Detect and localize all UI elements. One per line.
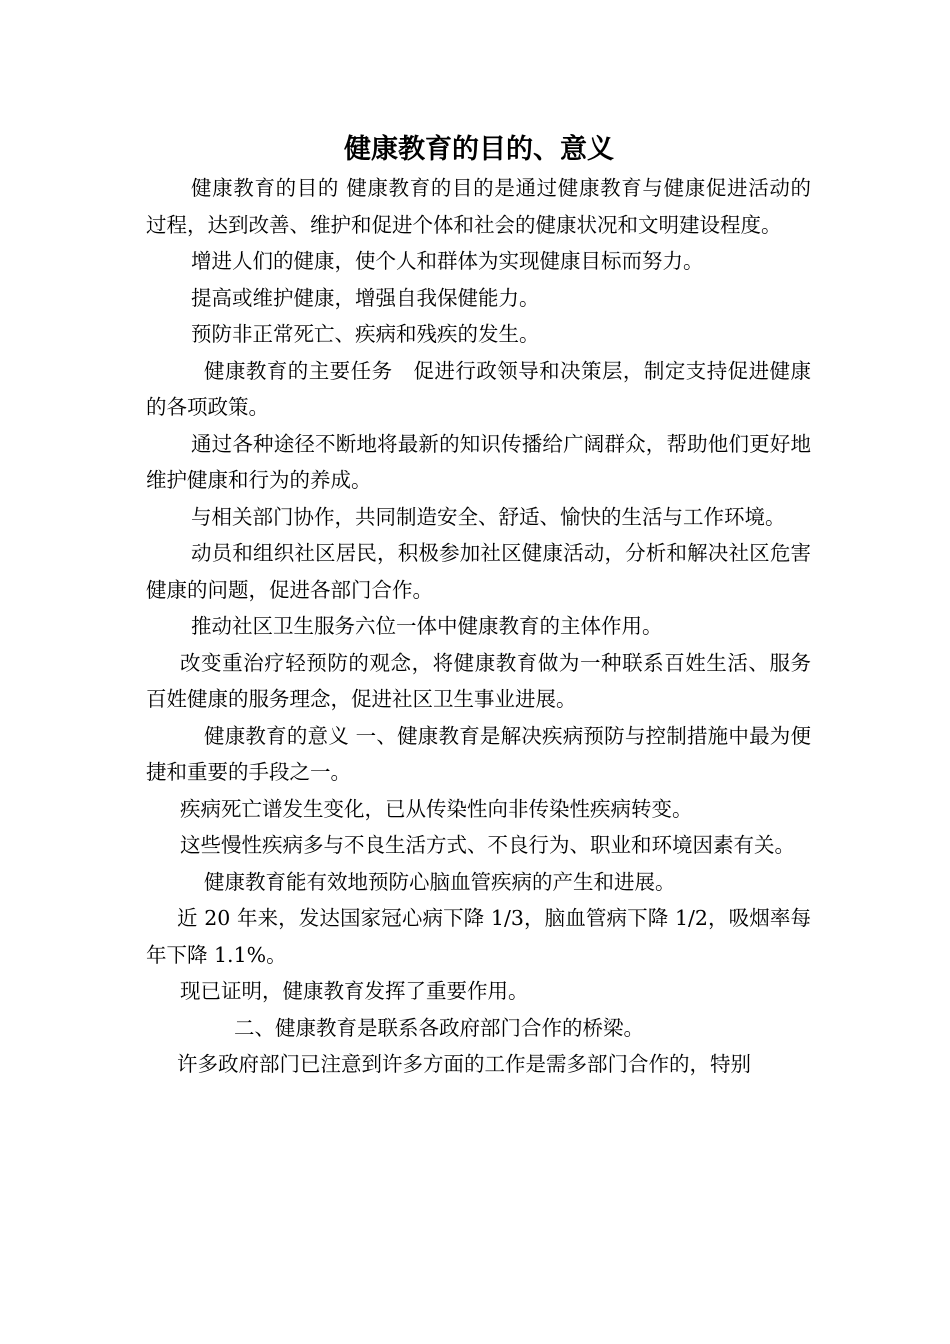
paragraph-statistics: 近 20 年来，发达国家冠心病下降 1/3，脑血管病下降 1/2，吸烟率每年下降 1.1%。 [146,906,811,967]
paragraph-cardiovascular: 健康教育能有效地预防心脑血管疾病的产生和进展。 [204,869,676,894]
document-body [146,170,811,1083]
paragraph-proven: 现已证明，健康教育发挥了重要作用。 [180,979,529,1003]
paragraph-six-in-one: 推动社区卫生服务六位一体中健康教育的主体作用。 [191,614,663,638]
paragraph-purpose: 健康教育的目的 健康教育的目的是通过健康教育与健康促进活动的过程，达到改善、维护和促进个体和社会的健康状况和文明建设程度。 [146,176,811,237]
paragraph-improve-health: 增进人们的健康，使个人和群体为实现健康目标而努力。 [191,249,704,273]
paragraph-community: 动员和组织社区居民，积极参加社区健康活动，分析和解决社区危害健康的问题，促进各部门合作。 [146,541,811,602]
paragraph-main-tasks: 健康教育的主要任务 促进行政领导和决策层，制定支持促进健康的各项政策。 [146,358,811,419]
paragraph-chronic-disease: 这些慢性疾病多与不良生活方式、不良行为、职业和环境因素有关。 [180,833,795,857]
paragraph-disease-spectrum: 疾病死亡谱发生变化，已从传染性向非传染性疾病转变。 [180,796,693,821]
paragraph-government: 许多政府部门已注意到许多方面的工作是需多部门合作的，特别 [177,1052,751,1076]
paragraph-self-care: 提高或维护健康，增强自我保健能力。 [191,285,540,310]
paragraph-bridge: 二、健康教育是联系各政府部门合作的桥梁。 [234,1015,644,1040]
paragraph-prevention-concept: 改变重治疗轻预防的观念，将健康教育做为一种联系百姓生活、服务百姓健康的服务理念，促进社区卫生事业进展。 [146,650,811,711]
paragraph-knowledge-spread: 通过各种途径不断地将最新的知识传播给广阔群众，帮助他们更好地维护健康和行为的养成。 [146,431,811,492]
paragraph-prevention: 预防非正常死亡、疾病和残疾的发生。 [191,322,540,346]
document-title: 健康教育的目的、意义 [344,134,614,165]
paragraph-cooperation: 与相关部门协作，共同制造安全、舒适、愉快的生活与工作环境。 [191,504,786,529]
paragraph-significance: 健康教育的意义 一、健康教育是解决疾病预防与控制措施中最为便捷和重要的手段之一。 [146,723,811,784]
